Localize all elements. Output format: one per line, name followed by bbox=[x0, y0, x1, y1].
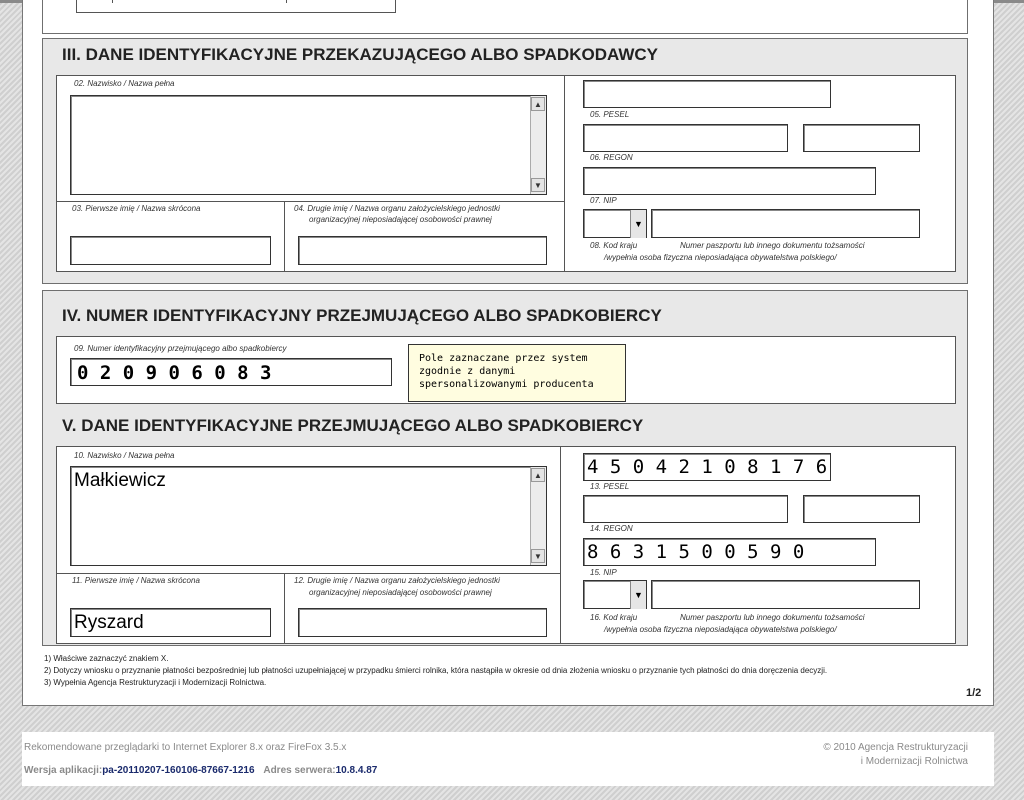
field-04-label: 04. Drugie imię / Nazwa organu założycielskiego jednostki bbox=[294, 204, 500, 213]
regon-input[interactable] bbox=[583, 124, 788, 152]
field-11-input[interactable]: Ryszard bbox=[70, 608, 271, 637]
country-code-select[interactable] bbox=[583, 580, 647, 609]
copyright-line-2: i Modernizacji Rolnictwa bbox=[860, 756, 968, 767]
section-4-title: IV. NUMER IDENTYFIKACYJNY PRZEJMUJĄCEGO ALBO SPADKOBIERCY bbox=[62, 306, 662, 325]
field-10-textarea[interactable]: Małkiewicz bbox=[70, 466, 547, 566]
page-number: 1/2 bbox=[966, 687, 982, 699]
field-11-label: 11. Pierwsze imię / Nazwa skrócona bbox=[72, 576, 200, 585]
pesel-input[interactable]: 4 5 0 4 2 1 0 8 1 7 6 bbox=[583, 453, 831, 481]
scroll-up-icon[interactable]: ▲ bbox=[531, 468, 545, 482]
field-16-label: 16. Kod kraju bbox=[590, 613, 638, 622]
passport-label-line2: /wypełnia osoba fizyczna nieposiadająca obywatelstwa polskiego/ bbox=[604, 253, 837, 262]
section-2-remnant-field[interactable] bbox=[76, 0, 396, 13]
scroll-up-icon[interactable]: ▲ bbox=[531, 97, 545, 111]
field-10-label: 10. Nazwisko / Nazwa pełna bbox=[74, 451, 175, 460]
app-version-row bbox=[24, 765, 377, 776]
passport-input[interactable] bbox=[651, 580, 920, 609]
section-5-row-divider bbox=[56, 573, 561, 574]
field-03-input[interactable] bbox=[70, 236, 271, 265]
regon-suffix-input[interactable] bbox=[803, 124, 920, 152]
copyright-line-1: © 2010 Agencja Restrukturyzacji bbox=[823, 742, 968, 753]
nip-input[interactable]: 8 6 3 1 5 0 0 5 9 0 bbox=[583, 538, 876, 566]
section-5-title: V. DANE IDENTYFIKACYJNE PRZEJMUJĄCEGO ALBO SPADKOBIERCY bbox=[62, 416, 644, 435]
field-07-label: 07. NIP bbox=[590, 196, 617, 205]
app-footer bbox=[22, 732, 994, 786]
scroll-down-icon[interactable]: ▼ bbox=[531, 178, 545, 192]
section-3-name-divider bbox=[284, 201, 285, 272]
field-03-label: 03. Pierwsze imię / Nazwa skrócona bbox=[72, 204, 201, 213]
note-line-3: spersonalizowanymi producenta bbox=[419, 379, 594, 390]
section-5-name-divider bbox=[284, 573, 285, 644]
server-value: 10.8.4.87 bbox=[335, 765, 378, 776]
section-3-title: III. DANE IDENTYFIKACYJNE PRZEKAZUJĄCEGO ALBO SPADKODAWCY bbox=[62, 45, 658, 64]
regon-suffix-input[interactable] bbox=[803, 495, 920, 523]
field-05-label: 05. PESEL bbox=[590, 110, 630, 119]
field-14-label: 14. REGON bbox=[590, 524, 633, 533]
passport-label: Numer paszportu lub innego dokumentu tożsamości bbox=[680, 241, 865, 250]
note-line-2: zgodnie z danymi bbox=[419, 366, 516, 377]
footnote-3: 3) Wypełnia Agencja Restrukturyzacji i Modernizacji Rolnictwa. bbox=[44, 678, 267, 687]
country-code-select[interactable] bbox=[583, 209, 647, 238]
nip-input[interactable] bbox=[583, 167, 876, 195]
section-2-remnant-divider bbox=[286, 0, 287, 3]
footnote-2: 2) Dotyczy wniosku o przyznanie płatności bezpośredniej lub płatności uzupełniającej w przypadku śmierci rolnika, która nastąpiła w okresie od dnia złożenia wniosku o przyznanie tych płatności do dnia doręczenia decyzji. bbox=[44, 666, 828, 675]
regon-input[interactable] bbox=[583, 495, 788, 523]
section-3-row-divider bbox=[56, 201, 565, 202]
server-label: Adres serwera: bbox=[263, 765, 336, 776]
section-3-column-divider bbox=[564, 75, 565, 272]
chevron-down-icon[interactable]: ▼ bbox=[630, 581, 646, 609]
app-version-value: pa-20110207-160106-87667-1216 bbox=[102, 765, 255, 776]
app-version-label: Wersja aplikacji: bbox=[24, 765, 103, 776]
section-5-column-divider bbox=[560, 446, 561, 644]
field-04-label-line2: organizacyjnej nieposiadającej osobowości prawnej bbox=[309, 215, 492, 224]
passport-input[interactable] bbox=[651, 209, 920, 238]
passport-label: Numer paszportu lub innego dokumentu tożsamości bbox=[680, 613, 865, 622]
scroll-down-icon[interactable]: ▼ bbox=[531, 549, 545, 563]
chevron-down-icon[interactable]: ▼ bbox=[630, 210, 646, 238]
field-08-label: 08. Kod kraju bbox=[590, 241, 638, 250]
field-06-label: 06. REGON bbox=[590, 153, 633, 162]
field-04-input[interactable] bbox=[298, 236, 547, 265]
field-12-input[interactable] bbox=[298, 608, 547, 637]
browser-recommendation: Rekomendowane przeglądarki to Internet Explorer 8.x oraz FireFox 3.5.x bbox=[24, 742, 347, 753]
system-note-box bbox=[408, 344, 626, 402]
footnote-1: 1) Właściwe zaznaczyć znakiem X. bbox=[44, 654, 169, 663]
field-15-label: 15. NIP bbox=[590, 568, 617, 577]
pesel-input[interactable] bbox=[583, 80, 831, 108]
passport-label-line2: /wypełnia osoba fizyczna nieposiadająca obywatelstwa polskiego/ bbox=[604, 625, 837, 634]
note-line-1: Pole zaznaczane przez system bbox=[419, 353, 588, 364]
field-13-label: 13. PESEL bbox=[590, 482, 630, 491]
field-09-label: 09. Numer identyfikacyjny przejmującego albo spadkobiercy bbox=[74, 344, 287, 353]
section-2-remnant-divider bbox=[112, 0, 113, 3]
field-02-label: 02. Nazwisko / Nazwa pełna bbox=[74, 79, 175, 88]
field-12-label-line2: organizacyjnej nieposiadającej osobowości prawnej bbox=[309, 588, 492, 597]
field-12-label: 12. Drugie imię / Nazwa organu założycielskiego jednostki bbox=[294, 576, 500, 585]
field-02-textarea[interactable] bbox=[70, 95, 547, 195]
producer-id-input[interactable]: 0 2 0 9 0 6 0 8 3 bbox=[70, 358, 392, 386]
